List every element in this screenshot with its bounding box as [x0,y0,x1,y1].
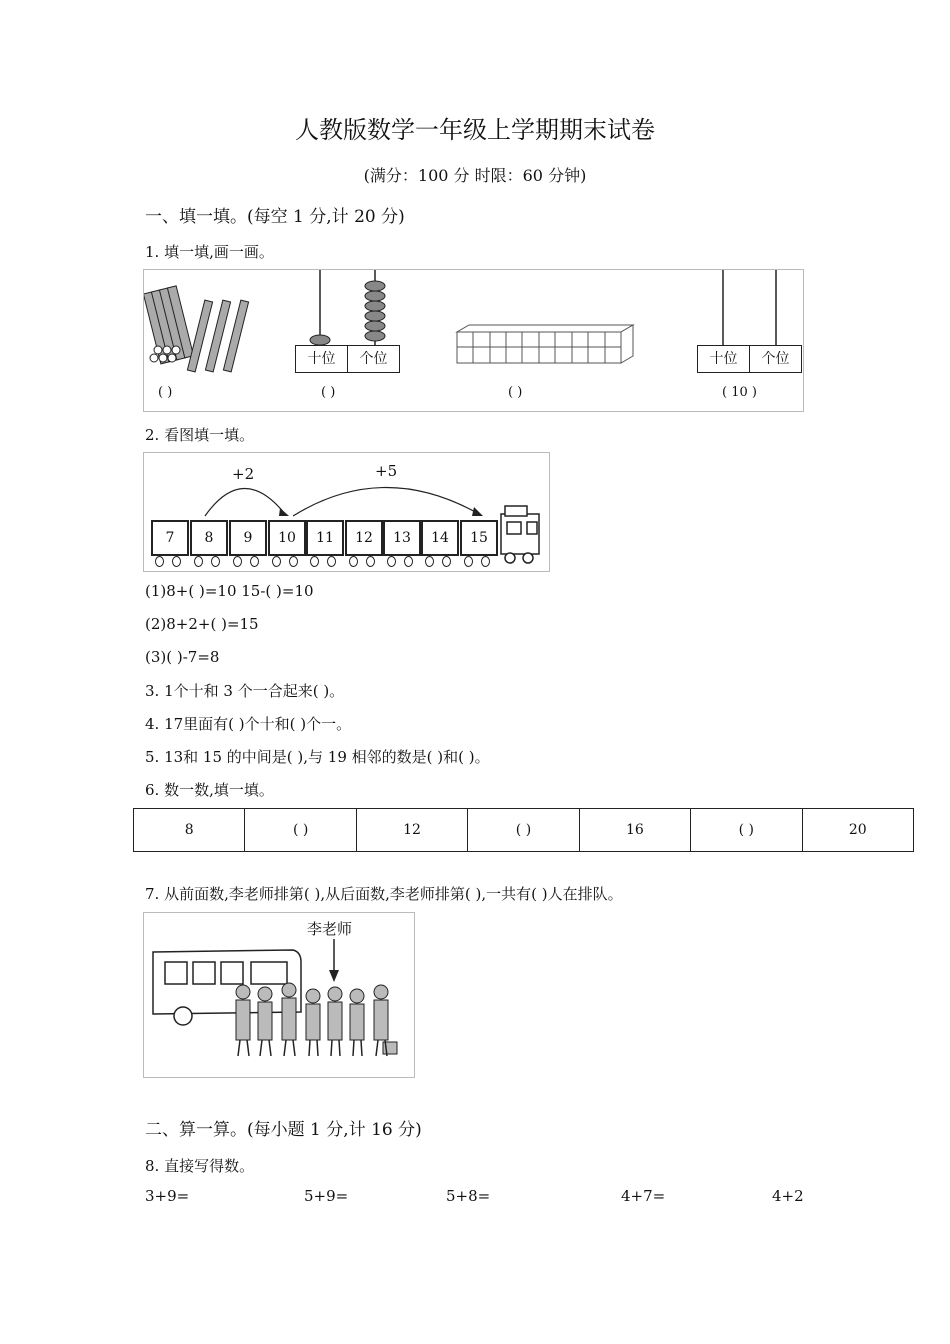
answer-paren-b: ( ) [321,385,336,400]
teacher-label: 李老师 [307,920,353,938]
q8-text: 8. 直接写得数。 [145,1157,255,1175]
train-car: 7 [151,520,189,556]
calc-item: 5+9= [304,1187,349,1205]
q2-line1: (1)8+( )=10 15-( )=10 [145,582,314,600]
train-car: 13 [383,520,421,556]
number-sequence-table [133,808,914,852]
seq-cell: ( ) [468,809,579,852]
q1-text: 1. 填一填,画一画。 [145,243,274,261]
q1-figure [143,269,804,412]
bus-queue-icon [143,912,413,1076]
seq-cell: 16 [579,809,690,852]
place-ones-label-2: 个位 [749,345,802,373]
page-title: 人教版数学一年级上学期期末试卷 [295,116,655,144]
place-tens-label-2: 十位 [697,345,750,373]
place-ones-label-1: 个位 [347,345,400,373]
bundles-and-sticks-icon [144,270,803,411]
train-car: 15 [460,520,498,556]
answer-paren-c: ( ) [508,385,523,400]
q3-text: 3. 1个十和 3 个一合起来( )。 [145,682,345,700]
q4-text: 4. 17里面有( )个十和( )个一。 [145,715,352,733]
q5-text: 5. 13和 15 的中间是( ),与 19 相邻的数是( )和( )。 [145,748,490,766]
calc-item: 4+7= [621,1187,666,1205]
calc-item: 4+2 [772,1187,804,1205]
train-car: 8 [190,520,228,556]
arc-label-plus2: +2 [232,465,255,483]
answer-paren-d: ( 10 ) [722,385,757,400]
train-car: 11 [306,520,344,556]
answer-paren-a: ( ) [158,385,173,400]
calc-item: 5+8= [446,1187,491,1205]
train-car: 10 [268,520,306,556]
calc-item: 3+9= [145,1187,190,1205]
seq-cell: 8 [134,809,245,852]
train-car: 14 [421,520,459,556]
seq-cell: 20 [802,809,913,852]
q7-text: 7. 从前面数,李老师排第( ),从后面数,李老师排第( ),一共有( )人在排队。 [145,885,623,903]
q2-line3: (3)( )-7=8 [145,648,220,666]
page-subtitle: (满分：100 分 时限：60 分钟) [363,166,587,185]
q2-line2: (2)8+2+( )=15 [145,615,259,633]
seq-cell: ( ) [245,809,356,852]
arc-label-plus5: +5 [375,462,398,480]
seq-cell: ( ) [691,809,802,852]
seq-cell: 12 [356,809,467,852]
section1-heading: 一、填一填。(每空 1 分,计 20 分) [145,207,405,227]
q2-text: 2. 看图填一填。 [145,426,255,444]
train-car: 9 [229,520,267,556]
train-car: 12 [345,520,383,556]
section2-heading: 二、算一算。(每小题 1 分,计 16 分) [145,1120,422,1140]
q6-text: 6. 数一数,填一填。 [145,781,274,799]
place-tens-label-1: 十位 [295,345,348,373]
